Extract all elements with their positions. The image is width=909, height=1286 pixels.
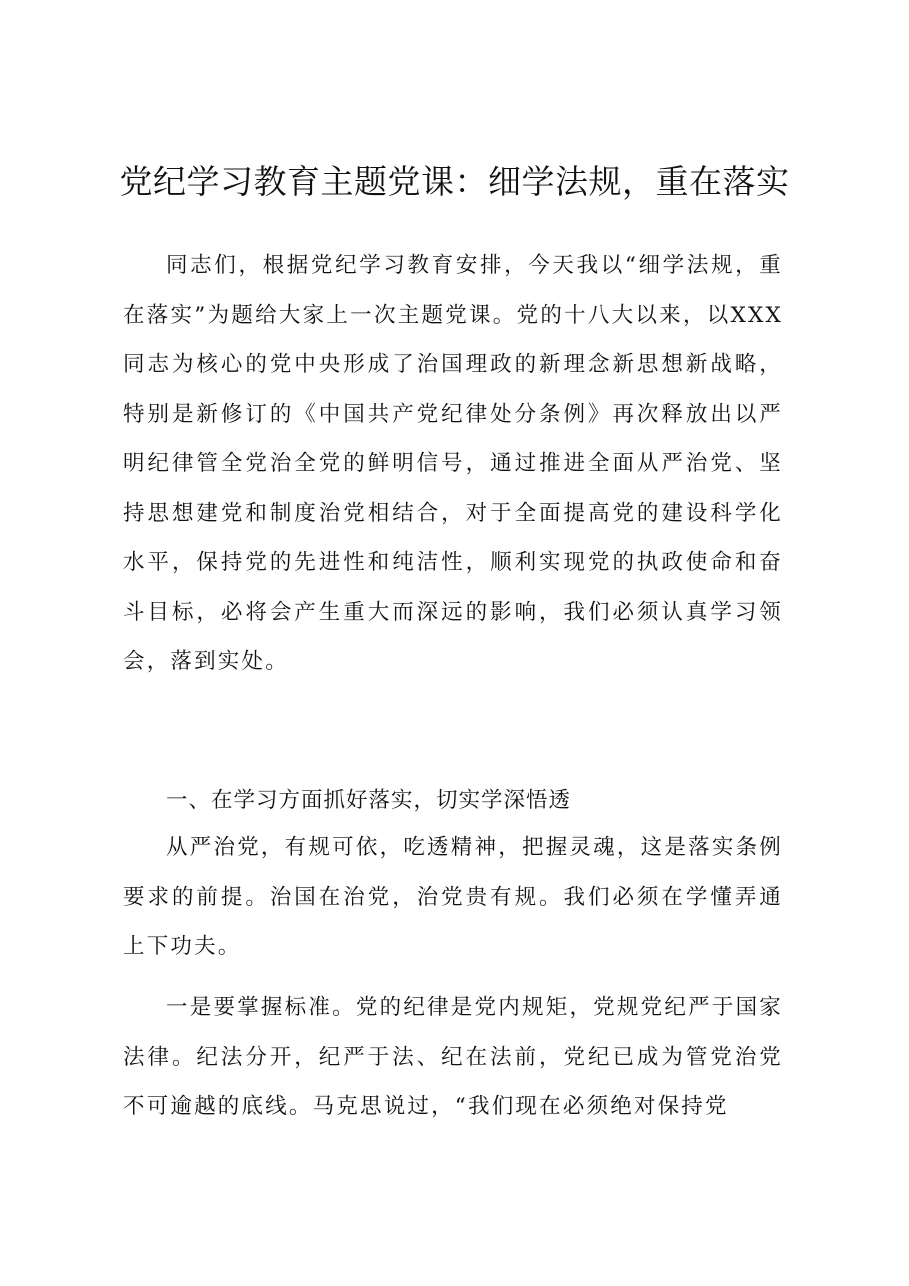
section-paragraph: 从严治党，有规可依，吃透精神，把握灵魂，这是落实条例要求的前提。治国在治党，治党贵有规。我们必须在学懂弄通上下功夫。 xyxy=(123,835,783,959)
intro-paragraph: 同志们，根据党纪学习教育安排，今天我以“细学法规，重在落实”为题给大家上一次主题党课。党的十八大以来，以XXX同志为核心的党中央形成了治国理政的新理念新思想新战略，特别是新修订的《中国共产党纪律处分条例》再次释放出以严明纪律管全党治全党的鲜明信号，通过推进全面从严治党、坚持思想建党和制度治党相结合，对于全面提高党的建设科学化水平，保持党的先进性和纯洁性，顺利实现党的执政使命和奋斗目标，必将会产生重大而深远的影响，我们必须认真学习领会，落到实处。 xyxy=(123,253,783,674)
document-title: 党纪学习教育主题党课：细学法规，重在落实 xyxy=(119,162,790,201)
section-heading: 一、在学习方面抓好落实，切实学深悟透 xyxy=(166,788,572,813)
section-paragraph: 一是要掌握标准。党的纪律是党内规矩，党规党纪严于国家法律。纪法分开，纪严于法、纪在法前，党纪已成为管党治党不可逾越的底线。马克思说过，“我们现在必须绝对保持党 xyxy=(123,995,783,1119)
